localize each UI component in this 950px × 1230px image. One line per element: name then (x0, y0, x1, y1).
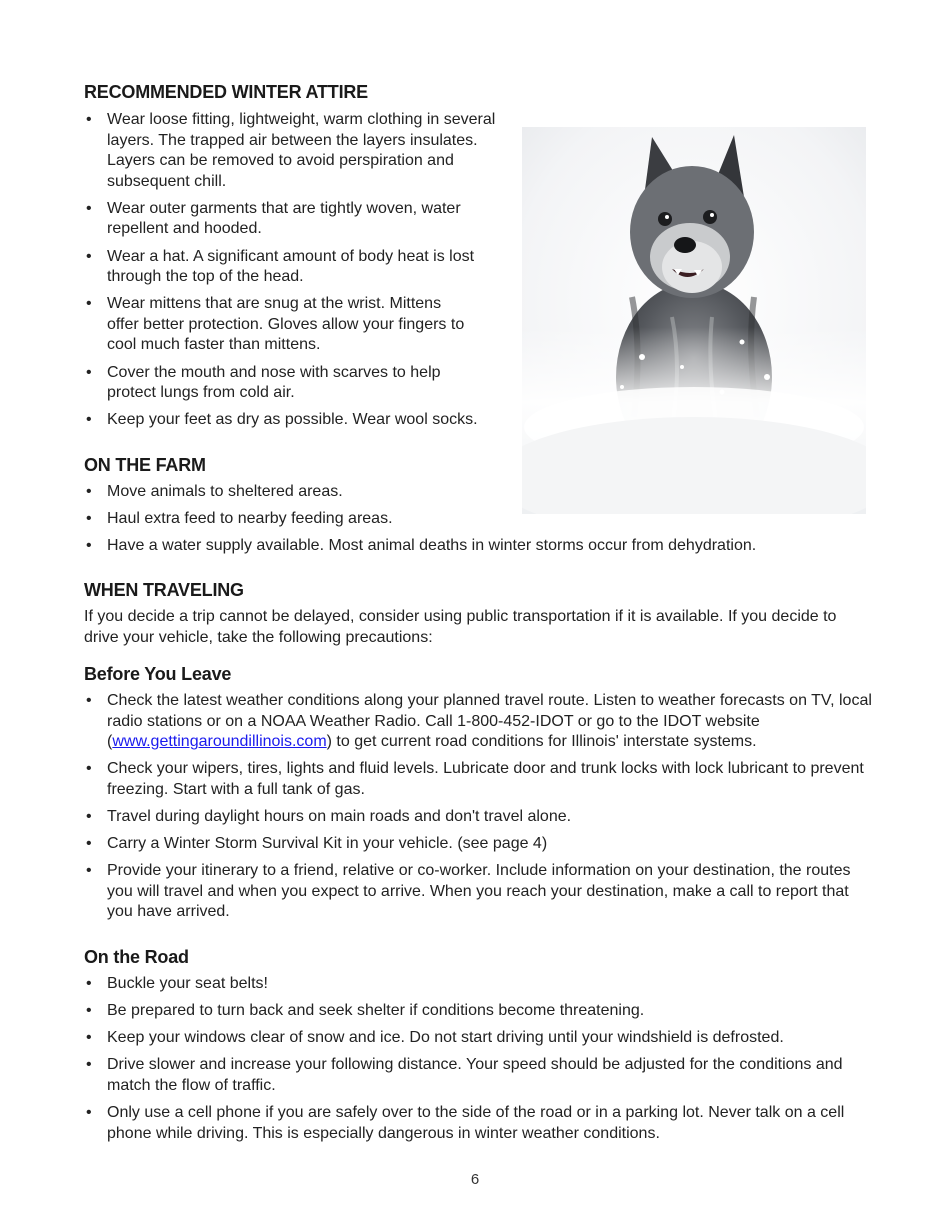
list-item: • Drive slower and increase your following distance. Your speed should be adjusted for the conditions and match the flow of traffic. (84, 1055, 874, 1096)
idot-website-link[interactable]: www.gettingaroundillinois.com (112, 733, 327, 751)
before-leave-text: ) to get current road conditions for Illinois' interstate systems. (326, 733, 757, 751)
list-item: • Be prepared to turn back and seek shelter if conditions become threatening. (84, 1001, 874, 1022)
list-item: • Buckle your seat belts! (84, 974, 874, 995)
on-road-list (84, 974, 874, 1151)
traveling-intro: If you decide a trip cannot be delayed, consider using public transportation if it is available. If you decide to drive your vehicle, take the following precautions: (84, 608, 837, 646)
list-item: • Wear a hat. A significant amount of body heat is lost through the top of the head. (84, 247, 509, 288)
list-item: • Check your wipers, tires, lights and fluid levels. Lubricate door and trunk locks with lock lubricant to prevent freezing. Start with a full tank of gas. (84, 759, 874, 800)
attire-heading: RECOMMENDED WINTER ATTIRE (84, 82, 368, 102)
list-item (84, 691, 874, 753)
farm-list (84, 482, 874, 563)
dog-in-snow-photo (522, 127, 866, 514)
list-item: • Have a water supply available. Most animal deaths in winter storms occur from dehydration. (84, 536, 874, 557)
list-item: • Only use a cell phone if you are safely over to the side of the road or in a parking lot. Never talk on a cell phone while driving. This is especially dangerous in winter weather conditions. (84, 1103, 874, 1144)
traveling-heading: WHEN TRAVELING (84, 580, 244, 600)
on-road-heading: On the Road (84, 947, 189, 967)
list-item: • Cover the mouth and nose with scarves to help protect lungs from cold air. (84, 363, 509, 404)
list-item: • Keep your feet as dry as possible. Wear wool socks. (84, 410, 509, 431)
farm-heading: ON THE FARM (84, 455, 206, 475)
list-item: • Keep your windows clear of snow and ice. Do not start driving until your windshield is defrosted. (84, 1028, 874, 1049)
list-item: • Move animals to sheltered areas. (84, 482, 874, 503)
list-item: • Provide your itinerary to a friend, relative or co-worker. Include information on your destination, the routes you will travel and when you expect to arrive. When you reach your destination, make a call to report that you have arrived. (84, 861, 874, 923)
list-item: • Wear outer garments that are tightly woven, water repellent and hooded. (84, 199, 509, 240)
list-item: • Carry a Winter Storm Survival Kit in your vehicle. (see page 4) (84, 834, 874, 855)
page-number: 6 (470, 1171, 480, 1188)
list-item: • Haul extra feed to nearby feeding areas. (84, 509, 874, 530)
list-item: • Wear loose fitting, lightweight, warm clothing in several layers. The trapped air between the layers insulates. Layers can be removed to avoid perspiration and subsequent chill. (84, 110, 509, 192)
attire-list (84, 110, 509, 437)
before-leave-list (84, 691, 874, 929)
list-item: • Wear mittens that are snug at the wrist. Mittens offer better protection. Gloves allow your fingers to cool much faster than mittens. (84, 294, 509, 356)
before-leave-heading: Before You Leave (84, 664, 232, 684)
before-leave-text: Check the latest weather conditions along your planned travel route. Listen to weather forecasts on TV, local radio stations or on a NOAA Weather Radio. Call 1-800-452-IDOT or go to the IDOT website ( (107, 692, 872, 751)
list-item: • Travel during daylight hours on main roads and don't travel alone. (84, 807, 874, 828)
